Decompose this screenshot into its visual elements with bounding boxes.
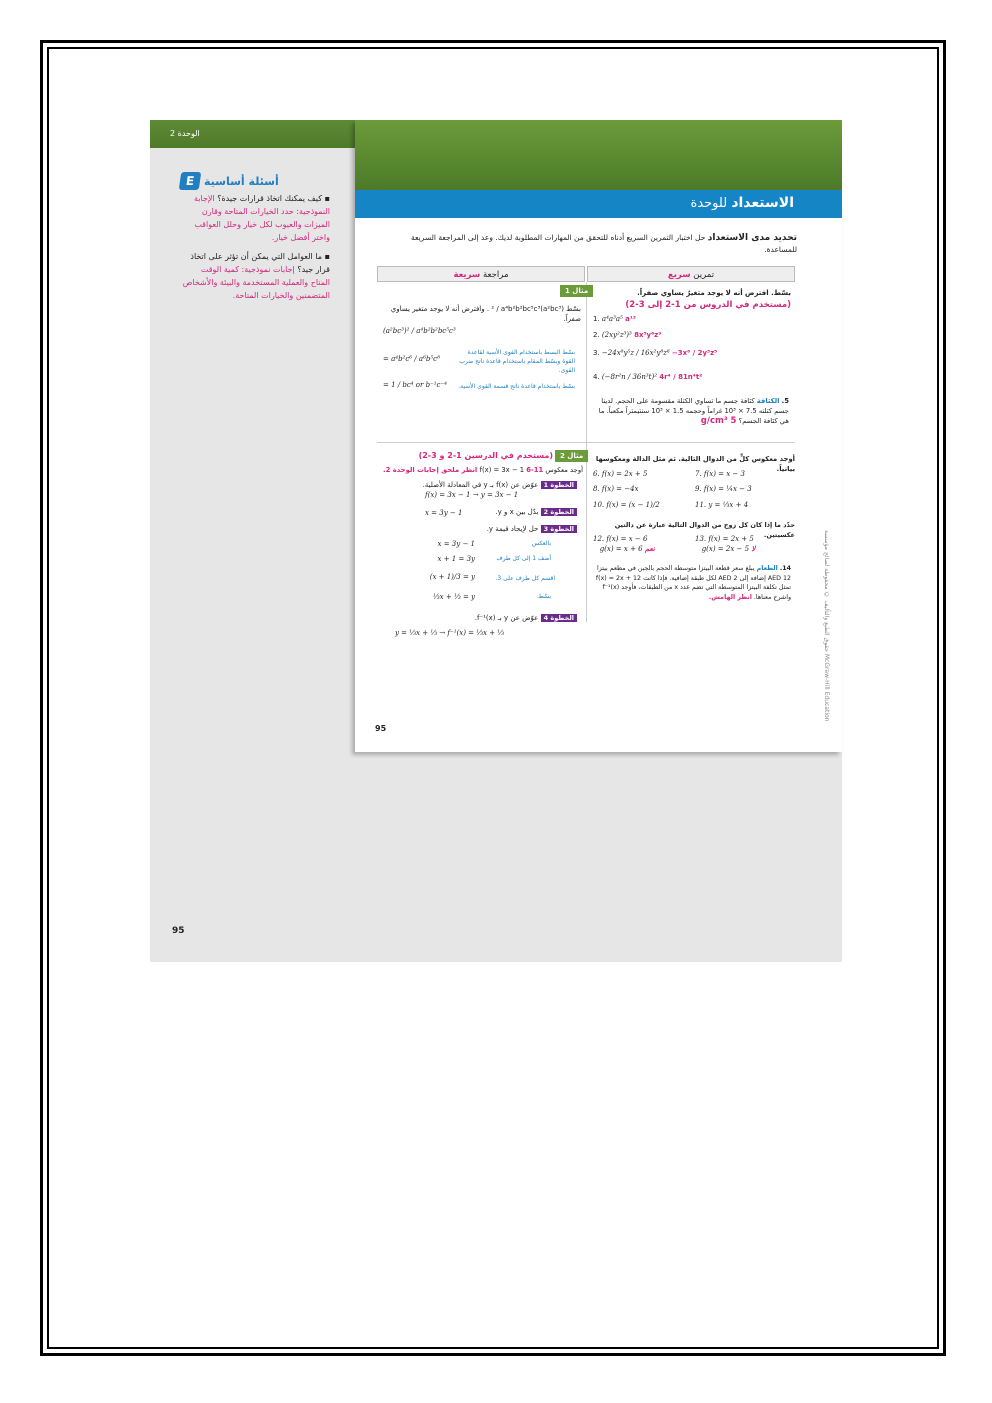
exercise-6: 6. f(x) = 2x + 5 (593, 470, 648, 478)
inner-page-number: 95 (375, 724, 387, 733)
example-1-line-3: = 1 / bc⁴ or b⁻¹c⁻⁴ (383, 381, 447, 389)
exercise-10: 10. f(x) = (x − 1)/2 (593, 501, 660, 509)
step-3-row-1: x = 3y − 1 (437, 540, 475, 548)
example-1-note-2: بسّط باستخدام قاعدة ناتج قسمة القوى الأسية. (458, 383, 575, 390)
title-band (355, 190, 842, 218)
step-3-row-4: ⅓x + ⅓ = y (432, 593, 475, 601)
quick-check-1-instruction: بسّط. افترض أنه لا يوجد متغيرٌ يساوي صفراً. (637, 289, 791, 297)
example-1-instruction: بسّط (a²bc³)² / a⁴b²b²bc⁵c³ . وافترض أنه لا يوجد متغير يساوي صفراً. (390, 305, 581, 323)
exercise-4: 4. (−8r²n / 36n³t)² 4r⁴ / 81n⁴t² (593, 373, 703, 381)
step-3-row-2: x + 1 = 3y (437, 555, 475, 563)
exercise-2: 2. (2xy²z³)³ 8x³y⁶z⁹ (593, 331, 662, 339)
exercise-8: 8. f(x) = −4x (593, 485, 639, 493)
example-2-instruction: أوجد معكوس f(x) = 3x − 1 6-11 انظر ملحق إجابات الوحدة 2. (383, 466, 583, 474)
copyright-note: حقوق الطبع والتأليف © محفوظة لصالح مؤسسة McGraw-Hill Education (823, 530, 830, 722)
example-1-line-2: = a⁴b²c⁶ / a⁶b⁵c⁸ (383, 355, 440, 363)
essential-questions-header (180, 172, 330, 190)
essential-questions-title: أسئلة أساسية (204, 174, 279, 188)
exercise-7: 7. f(x) = x − 3 (695, 470, 745, 478)
step-4: الخطوة 4 عوّض عن y بـ f⁻¹(x). (381, 613, 577, 623)
essential-question-icon: E (179, 172, 202, 190)
quick-check-2-instruction-2: حدّد ما إذا كان كل زوج من الدوال التالية عبارة عن دالتين عكسيتين. (614, 521, 795, 539)
unit-tab: الوحدة 2 (150, 120, 355, 148)
step-3-note-4: بسّط. (536, 593, 551, 600)
page-title: الاستعداد للوحدة (690, 195, 794, 211)
exercise-14: 14. الطعام يبلغ سعر قطعة البيتزا متوسطة الحجم بالجبن في مطعم بيتزا AED 12 إضافة إلى AED 2 لكل طبقة إضافية. فإذا كانت f(x) = 2x + 12 تمثل تكلفة البيتزا المتوسطة التي تضم عدد x من الطبقات، فأوجد f⁻¹(x) واشرح معناها. انظر الهامش. (595, 565, 791, 601)
intro-text (387, 232, 797, 255)
section-divider (377, 442, 795, 443)
page-number: 95 (172, 926, 185, 936)
step-1: الخطوة 1 عوّض عن f(x) بـ y في المعادلة الأصلية. (381, 480, 577, 490)
example-1-tag: مثال 1 (560, 285, 593, 297)
student-page (355, 120, 842, 752)
essential-question-2: ▪ ما العوامل التي يمكن أن تؤثر على اتخاذ قرار جيد؟ إجابات نموذجية: كمية الوقت المتاح والعملية المستخدمة والبيئة والأشخاص المتضمنين والخيارات المتاحة. (182, 252, 330, 300)
exercise-9: 9. f(x) = ¼x − 3 (695, 485, 752, 493)
essential-questions (180, 172, 330, 308)
quick-check-2-instruction: أوجد معكوس كلٍّ من الدوال التالية. ثم مثل الدالة ومعكوسها بيانياً. (595, 455, 795, 473)
exercise-5: 5. الكثافة كثافة جسم ما تساوي الكتلة مقسومة على الحجم. لدينا جسم كتلته 7.5 × 10³ غراماً وحجمه 1.5 × 10³ سنتيمتراً مكعباً. ما هي كثافة الجسم؟ 5 g/cm³ (598, 397, 789, 426)
quick-review-header: مراجعة سريعة (377, 266, 585, 282)
example-2-tag: مثال 2 (555, 450, 588, 462)
exercise-13: 13. f(x) = 2x + 5 g(x) = 2x − 5 لا (695, 535, 756, 553)
quick-check-header: تمرين سريع (587, 266, 795, 282)
step-3-note-1: بالعكس (531, 540, 551, 547)
question-text: كيف يمكنك اتخاذ قرارات جيدة؟ (217, 194, 323, 203)
exercise-1: 1. a⁴a³a⁵ a¹² (593, 315, 636, 323)
answer-text: إجابات نموذجية: كمية الوقت المتاح والعملية المستخدمة والبيئة والأشخاص المتضمنين والخيارات المتاحة. (182, 265, 330, 300)
step-3-note-2: أضف 1 إلى كل طرف (496, 555, 551, 562)
quick-check-1-lessons: (مستخدم في الدروس من 1-2 إلى 3-2) (625, 300, 791, 310)
step-3-row-3: (x + 1)/3 = y (429, 573, 475, 581)
example-2-lessons: (مستخدم في الدرسين 1-2 و 3-2) (418, 451, 553, 460)
step-1-math: f(x) = 3x − 1 → y = 3x − 1 (425, 491, 519, 499)
step-4-math: y = ⅓x + ⅓ → f⁻¹(x) = ⅓x + ⅓ (395, 629, 505, 637)
intro-body: حل اختبار التمرين السريع أدناه للتحقق من المهارات المطلوبة لديك. وعد إلى المراجعة السريعة للمساعدة. (411, 233, 797, 254)
example-1-line-1: (a²bc³)² / a⁴b²b²bc⁵c³ (383, 327, 456, 335)
exercise-12: 12. f(x) = x − 6 g(x) = x + 6 نعم (593, 535, 655, 553)
exercise-11: 11. y = ⅓x + 4 (695, 501, 749, 509)
intro-label: تحديد مدى الاستعداد (707, 233, 797, 243)
step-3-note-3: اقسم كل طرف على 3. (495, 575, 555, 582)
example-1-note-1: بسّط البسط باستخدام القوى الأسية لقاعدة القوة وبسّط المقام باستخدام قاعدة ناتج ضرب القوى. (459, 349, 575, 374)
answer-text: الإجابة النموذجية: حدد الخيارات المتاحة وقارن الميزات والعيوب لكل خيار وحلل العواقب واختر أفضل خيار. (194, 194, 330, 242)
book-page (150, 120, 842, 962)
essential-question-1: ▪ كيف يمكنك اتخاذ قرارات جيدة؟ الإجابة النموذجية: حدد الخيارات المتاحة وقارن الميزات والعيوب لكل خيار وحلل العواقب واختر أفضل خيار. (194, 194, 330, 242)
step-3: الخطوة 3 حل لإيجاد قيمة y. (381, 524, 577, 534)
step-2: الخطوة 2 بدّل بين x و y. (381, 507, 577, 517)
exercise-3: 3. −24x⁸y⁵z / 16x²y⁸z⁶ −3x⁶ / 2y³z⁵ (593, 349, 718, 357)
question-text: ما العوامل التي يمكن أن تؤثر على اتخاذ قرار جيد؟ (190, 252, 330, 274)
step-2-math: x = 3y − 1 (425, 509, 463, 517)
header-band (355, 120, 842, 190)
